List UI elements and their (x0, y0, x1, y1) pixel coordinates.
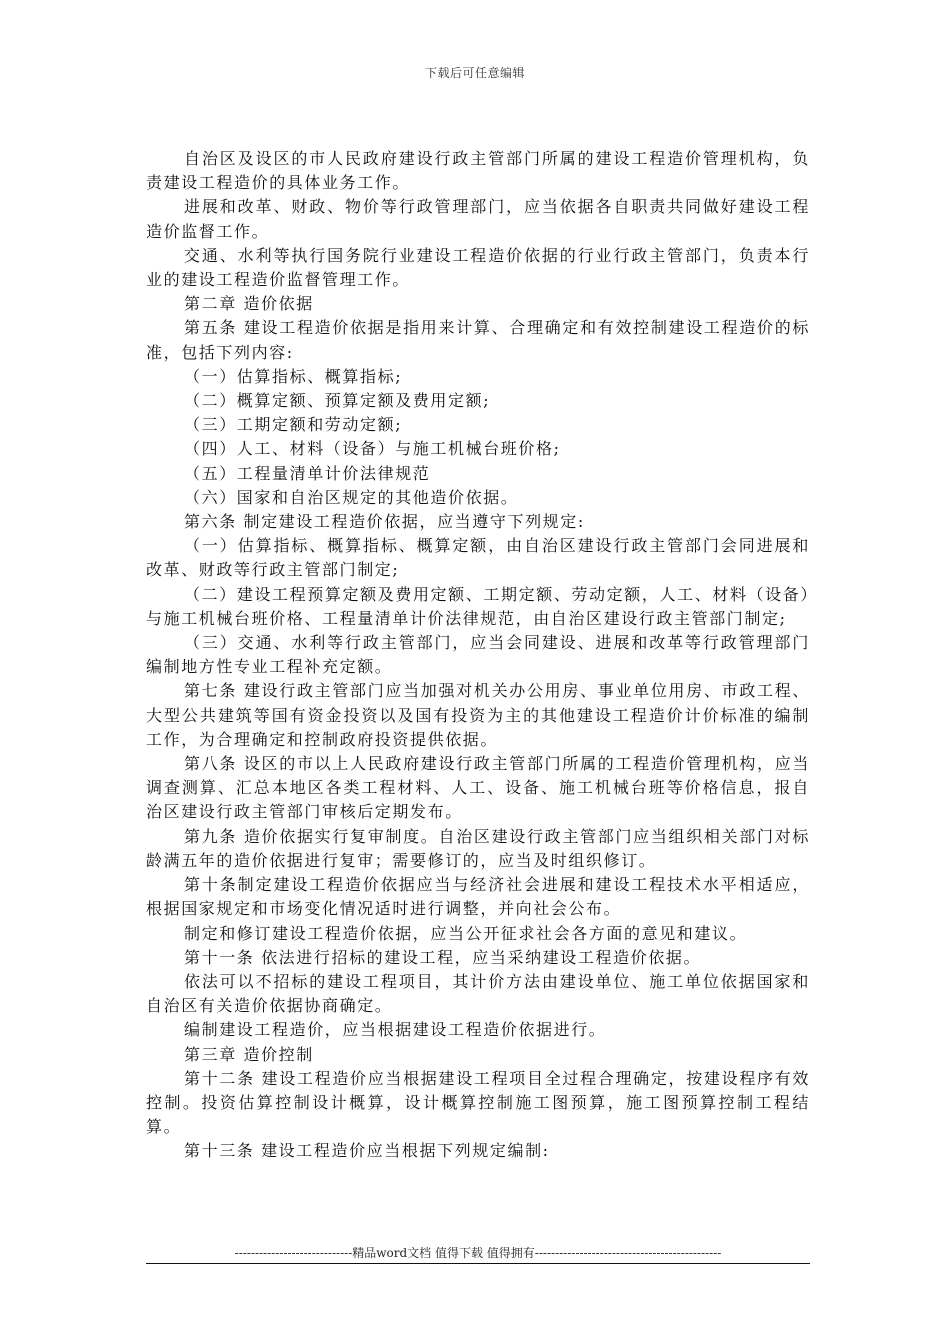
document-body (146, 147, 810, 1164)
paragraph: 进展和改革、财政、物价等行政管理部门，应当依据各自职责共同做好建设工程造价监督工作。 (146, 197, 810, 241)
page-header: 下载后可任意编辑 (424, 66, 525, 80)
page-footer: -----------------------------精品word文档 值得下载 值得拥有---------------------------------------------- (234, 1246, 722, 1260)
footer-divider (146, 1263, 810, 1264)
paragraph: 自治区及设区的市人民政府建设行政主管部门所属的建设工程造价管理机构，负责建设工程造价的具体业务工作。 (146, 149, 810, 193)
article-paragraph: 第八条 设区的市以上人民政府建设行政主管部门所属的工程造价管理机构，应当调查测算、汇总本地区各类工程材料、人工、设备、施工机械台班等价格信息，报自治区建设行政主管部门审核后定期发布。 (146, 754, 810, 822)
list-item: （三）交通、水利等行政主管部门，应当会同建设、进展和改革等行政管理部门编制地方性专业工程补充定额。 (146, 633, 810, 677)
article-paragraph: 第十二条 建设工程造价应当根据建设工程项目全过程合理确定，按建设程序有效控制。投资估算控制设计概算，设计概算控制施工图预算，施工图预算控制工程结算。 (146, 1068, 810, 1137)
article-paragraph: 第九条 造价依据实行复审制度。自治区建设行政主管部门应当组织相关部门对标龄满五年的造价依据进行复审；需要修订的，应当及时组织修订。 (146, 826, 810, 870)
article-paragraph: 第五条 建设工程造价依据是指用来计算、合理确定和有效控制建设工程造价的标准，包括下列内容: (146, 318, 810, 362)
paragraph: 依法可以不招标的建设工程项目，其计价方法由建设单位、施工单位依据国家和自治区有关造价依据协商确定。 (146, 971, 810, 1016)
paragraph: 制定和修订建设工程造价依据，应当公开征求社会各方面的意见和建议。 (184, 923, 748, 943)
list-item: （三）工期定额和劳动定额; (184, 415, 403, 435)
list-item: （五）工程量清单计价法律规范 (184, 463, 431, 483)
article-paragraph: 第六条 制定建设工程造价依据，应当遵守下列规定: (184, 512, 585, 532)
chapter-heading: 第二章 造价依据 (184, 294, 314, 314)
list-item: （六）国家和自治区规定的其他造价依据。 (184, 487, 519, 507)
paragraph: 交通、水利等执行国务院行业建设工程造价依据的行业行政主管部门，负责本行业的建设工程造价监督管理工作。 (146, 245, 810, 290)
list-item: （二）概算定额、预算定额及费用定额; (184, 391, 491, 411)
list-item: （二）建设工程预算定额及费用定额、工期定额、劳动定额，人工、材料（设备）与施工机械台班价格、工程量清单计价法律规范，由自治区建设行政主管部门制定; (146, 584, 810, 628)
list-item: （四）人工、材料（设备）与施工机械台班价格; (184, 439, 561, 459)
list-item: （一）估算指标、概算指标、概算定额，由自治区建设行政主管部门会同进展和改革、财政等行政主管部门制定; (146, 536, 810, 580)
chapter-heading: 第三章 造价控制 (184, 1044, 314, 1064)
article-paragraph: 第十一条 依法进行招标的建设工程，应当采纳建设工程造价依据。 (184, 947, 702, 967)
article-paragraph: 第十三条 建设工程造价应当根据下列规定编制: (184, 1141, 550, 1161)
article-paragraph: 第十条制定建设工程造价依据应当与经济社会进展和建设工程技术水平相适应，根据国家规定和市场变化情况适时进行调整，并向社会公布。 (146, 875, 810, 919)
list-item: （一）估算指标、概算指标; (184, 366, 403, 386)
paragraph: 编制建设工程造价，应当根据建设工程造价依据进行。 (184, 1020, 607, 1040)
article-paragraph: 第七条 建设行政主管部门应当加强对机关办公用房、事业单位用房、市政工程、大型公共建筑等国有资金投资以及国有投资为主的其他建设工程造价计价标准的编制工作，为合理确定和控制政府投资提供依据。 (146, 681, 810, 749)
